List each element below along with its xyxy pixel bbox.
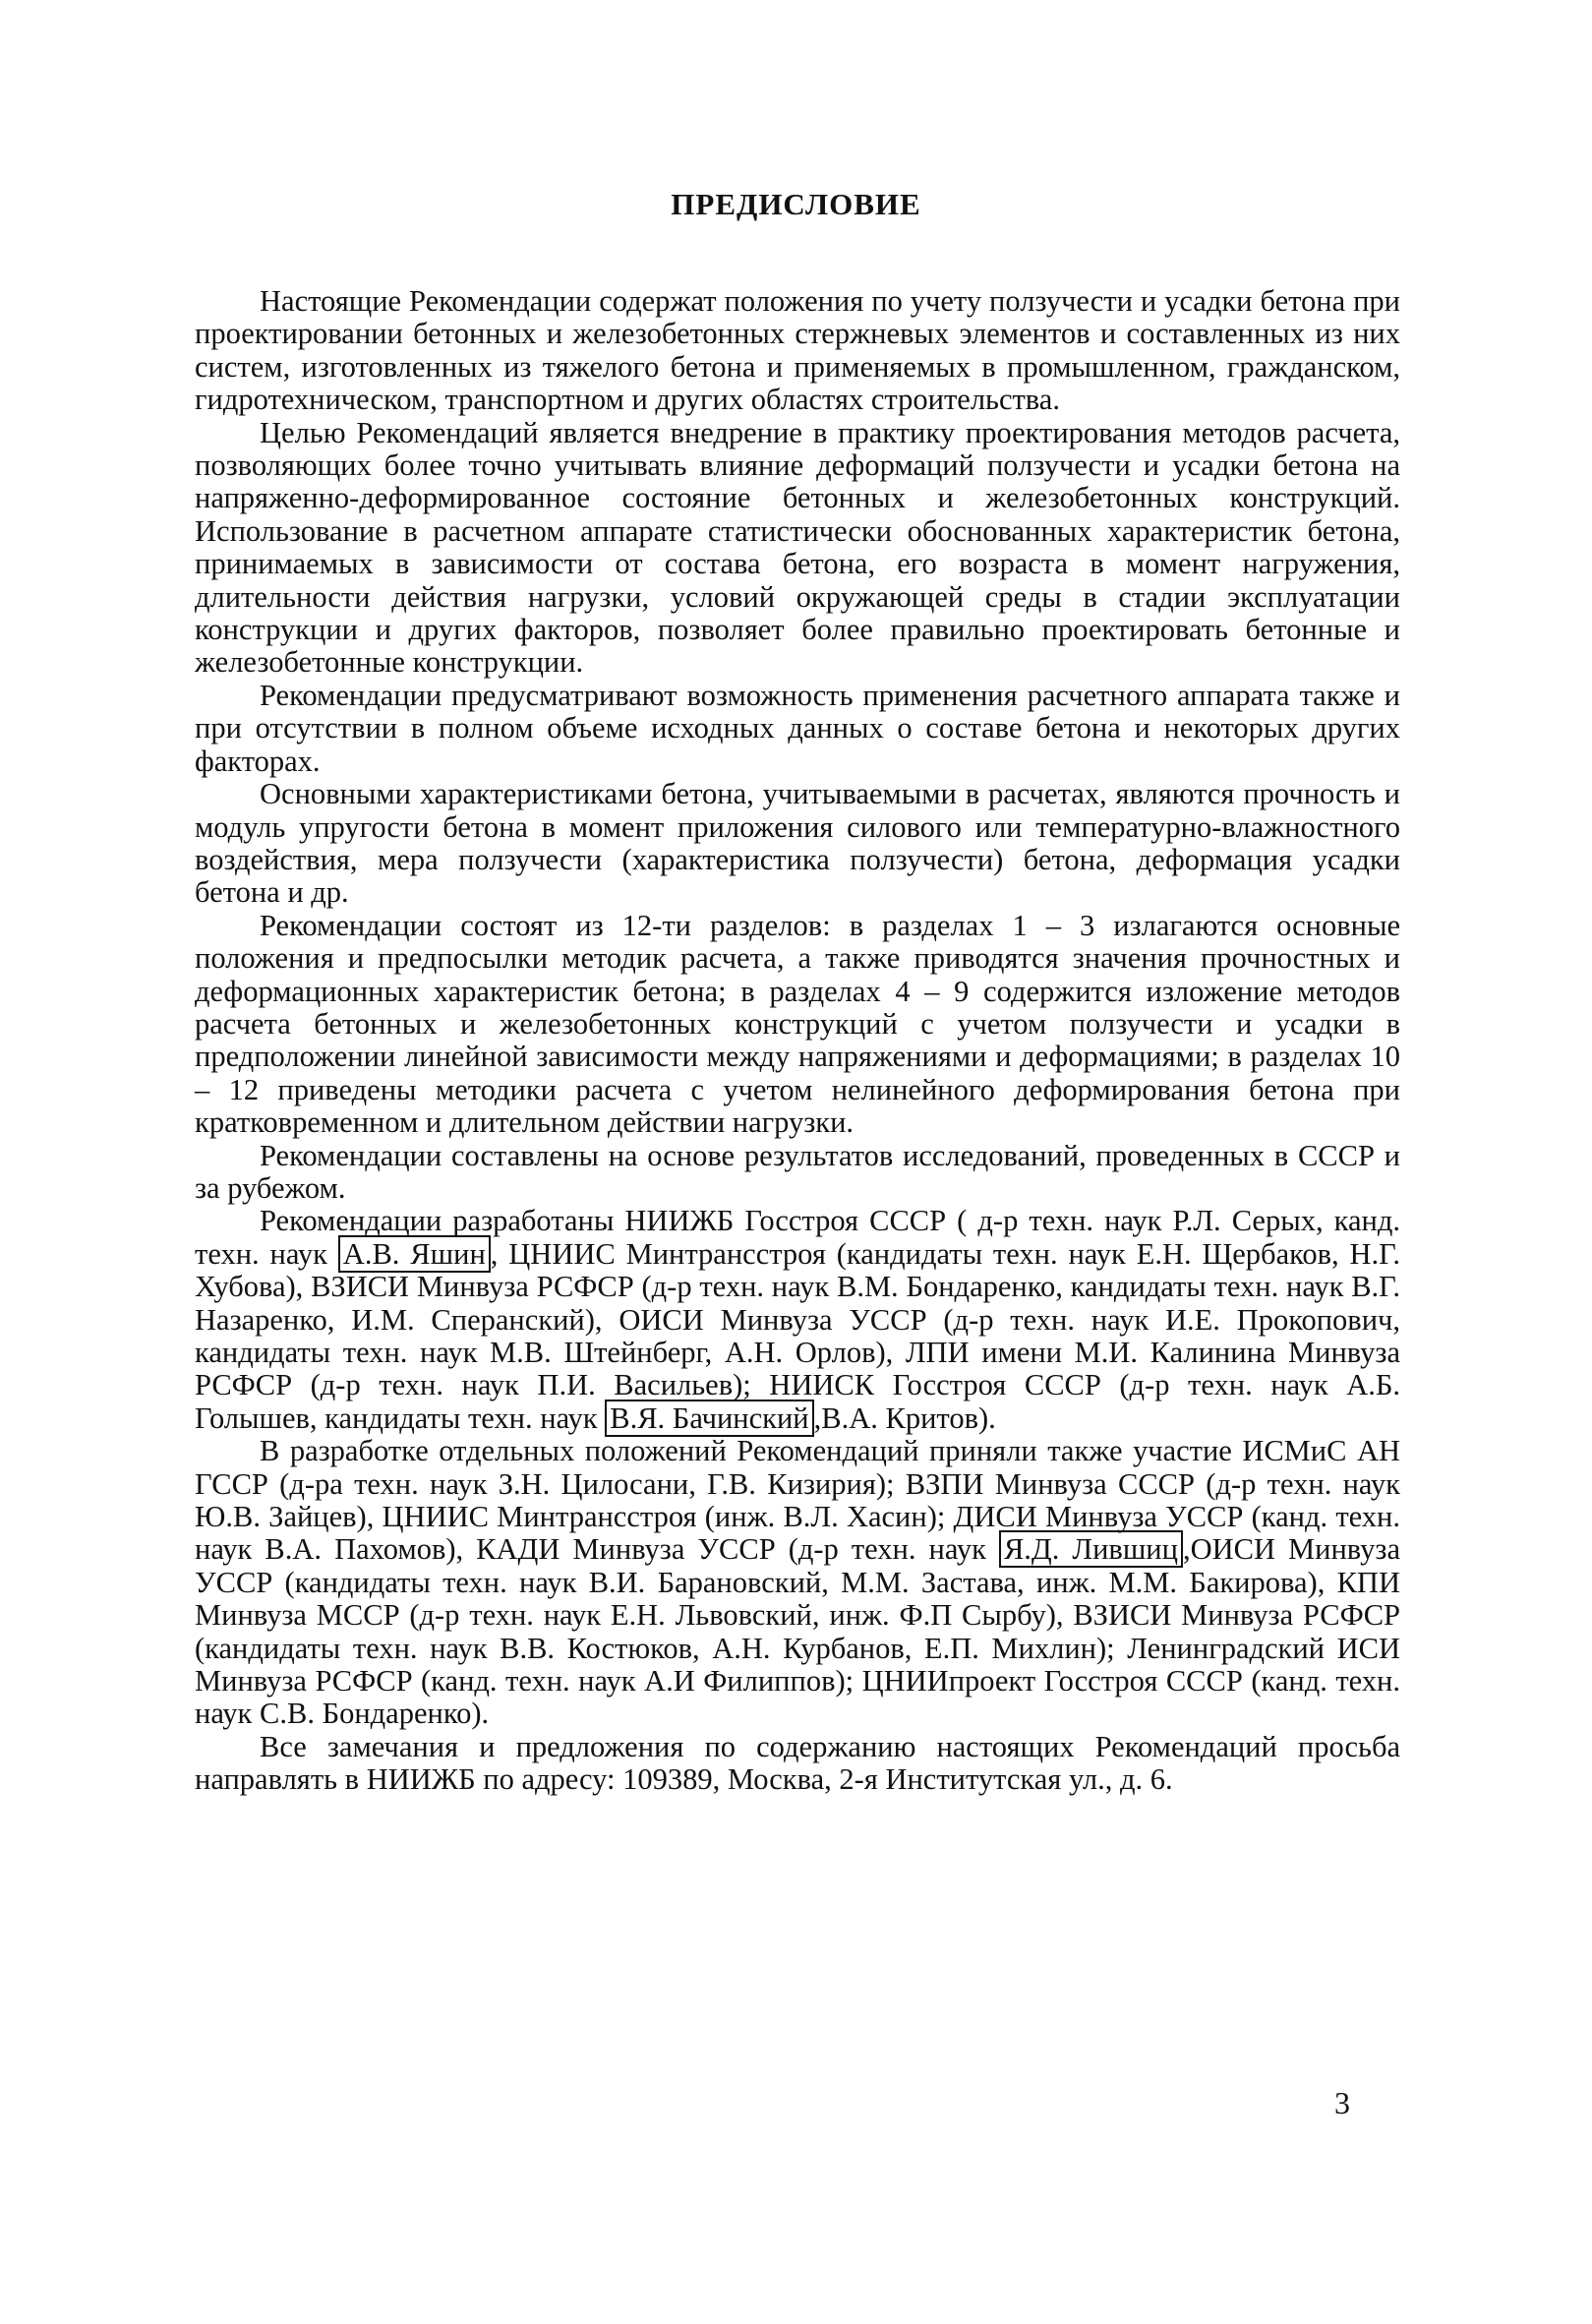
participants-end: ,ОИСИ Минвуза УССР (кандидаты техн. наук В.И. Барановский, М.М. Застава, инж. М.М. Бакирова), КПИ Минвуза МССР (д-р техн. наук Е.Н. Львовский, инж. Ф.П Сырбу), ВЗИСИ Минвуза РСФСР (кандидаты техн. наук В.В. Костюков, А.Н. Курбанов, Е.П. Михлин); Ленинградский ИСИ Минвуза РСФСР (канд. техн. наук А.И Филиппов); ЦНИИпроект Госстроя СССР (канд. техн. наук С.В. Бондаренко). — [195, 1532, 1401, 1731]
page-number: 3 — [1334, 2085, 1350, 2120]
preface-body — [195, 285, 1400, 1797]
paragraph-basis: Рекомендации составлены на основе результатов исследований, проведенных в СССР и за рубежом. — [195, 1138, 1400, 1205]
boxed-name-bachinsky: В.Я. Бачинский — [605, 1400, 813, 1437]
authors-end: ,В.А. Критов). — [813, 1400, 996, 1435]
paragraph-participants — [195, 1435, 1400, 1731]
authors-intro: Рекомендации разработаны НИИЖБ Госстроя СССР ( д-р техн. наук Р.Л. Серых, канд. техн. наук — [195, 1204, 1400, 1271]
boxed-name-yashin: А.В. Яшин — [338, 1235, 491, 1273]
paragraph-missing-data: Рекомендации предусматривают возможность применения расчетного аппарата также и при отсутствии в полном объеме исходных данных о составе бетона и некоторых других факторах. — [195, 678, 1400, 778]
boxed-name-livshits: Я.Д. Лившиц — [999, 1530, 1183, 1568]
paragraph-authors — [195, 1205, 1400, 1435]
page-heading: ПРЕДИСЛОВИЕ — [671, 187, 921, 221]
paragraph-structure: Рекомендации состоят из 12-ти разделов: в разделах 1 – 3 излагаются основные положения и предпосылки методик расчета, а также приводятся значения прочностных и деформационных характеристик бетона; в разделах 4 – 9 содержится изложение методов расчета бетонных и железобетонных конструкций с учетом ползучести и усадки в предположении линейной зависимости между напряжениями и деформациями; в разделах 10 – 12 приведены методики расчета с учетом нелинейного деформирования бетона при кратковременном и длительном действии нагрузки. — [195, 908, 1400, 1140]
authors-middle: , ЦНИИС Минтрансстроя (кандидаты техн. наук Е.Н. Щербаков, Н.Г. Хубова), ВЗИСИ Минвуза РСФСР (д-р техн. наук В.М. Бондаренко, кандидаты техн. наук В.Г. Назаренко, И.М. Сперанский), ОИСИ Минвуза УССР (д-р техн. наук И.Е. Прокопович, кандидаты техн. наук М.В. Штейнберг, А.Н. Орлов), ЛПИ имени М.И. Калинина Минвуза РСФСР (д-р техн. наук П.И. Васильев); НИИСК Госстроя СССР (д-р техн. наук А.Б. Голышев, кандидаты техн. наук — [195, 1236, 1400, 1435]
paragraph-characteristics: Основными характеристиками бетона, учитываемыми в расчетах, являются прочность и модуль упругости бетона в момент приложения силового или температурно-влажностного воздействия, мера ползучести (характеристика ползучести) бетона, деформация усадки бетона и др. — [195, 777, 1400, 910]
participants-intro: В разработке отдельных положений Рекомендаций приняли также участие ИСМиС АН ГССР (д-ра техн. наук З.Н. Цилосани, Г.В. Кизирия); ВЗПИ Минвуза СССР (д-р техн. наук Ю.В. Зайцев), ЦНИИС Минтрансстроя (инж. В.Л. Хасин); ДИСИ Минвуза УССР (канд. техн. наук В.А. Пахомов), КАДИ Минвуза УССР (д-р техн. наук — [195, 1434, 1400, 1567]
paragraph-scope: Настоящие Рекомендации содержат положения по учету ползучести и усадки бетона при проектировании бетонных и железобетонных стержневых элементов и составленных из них систем, изготовленных из тяжелого бетона и применяемых в промышленном, гражданском, гидротехническом, транспортном и других областях строительства. — [195, 284, 1400, 417]
paragraph-contact: Все замечания и предложения по содержанию настоящих Рекомендаций просьба направлять в НИИЖБ по адресу: 109389, Москва, 2-я Институтская ул., д. 6. — [195, 1729, 1400, 1797]
paragraph-purpose: Целью Рекомендаций является внедрение в практику проектирования методов расчета, позволяющих более точно учитывать влияние деформаций ползучести и усадки бетона на напряженно-деформированное состояние бетонных и железобетонных конструкций. Использование в расчетном аппарате статистически обоснованных характеристик бетона, принимаемых в зависимости от состава бетона, его возраста в момент нагружения, длительности действия нагрузки, условий окружающей среды в стадии эксплуатации конструкции и других факторов, позволяет более правильно проектировать бетонные и железобетонные конструкции. — [195, 415, 1400, 680]
